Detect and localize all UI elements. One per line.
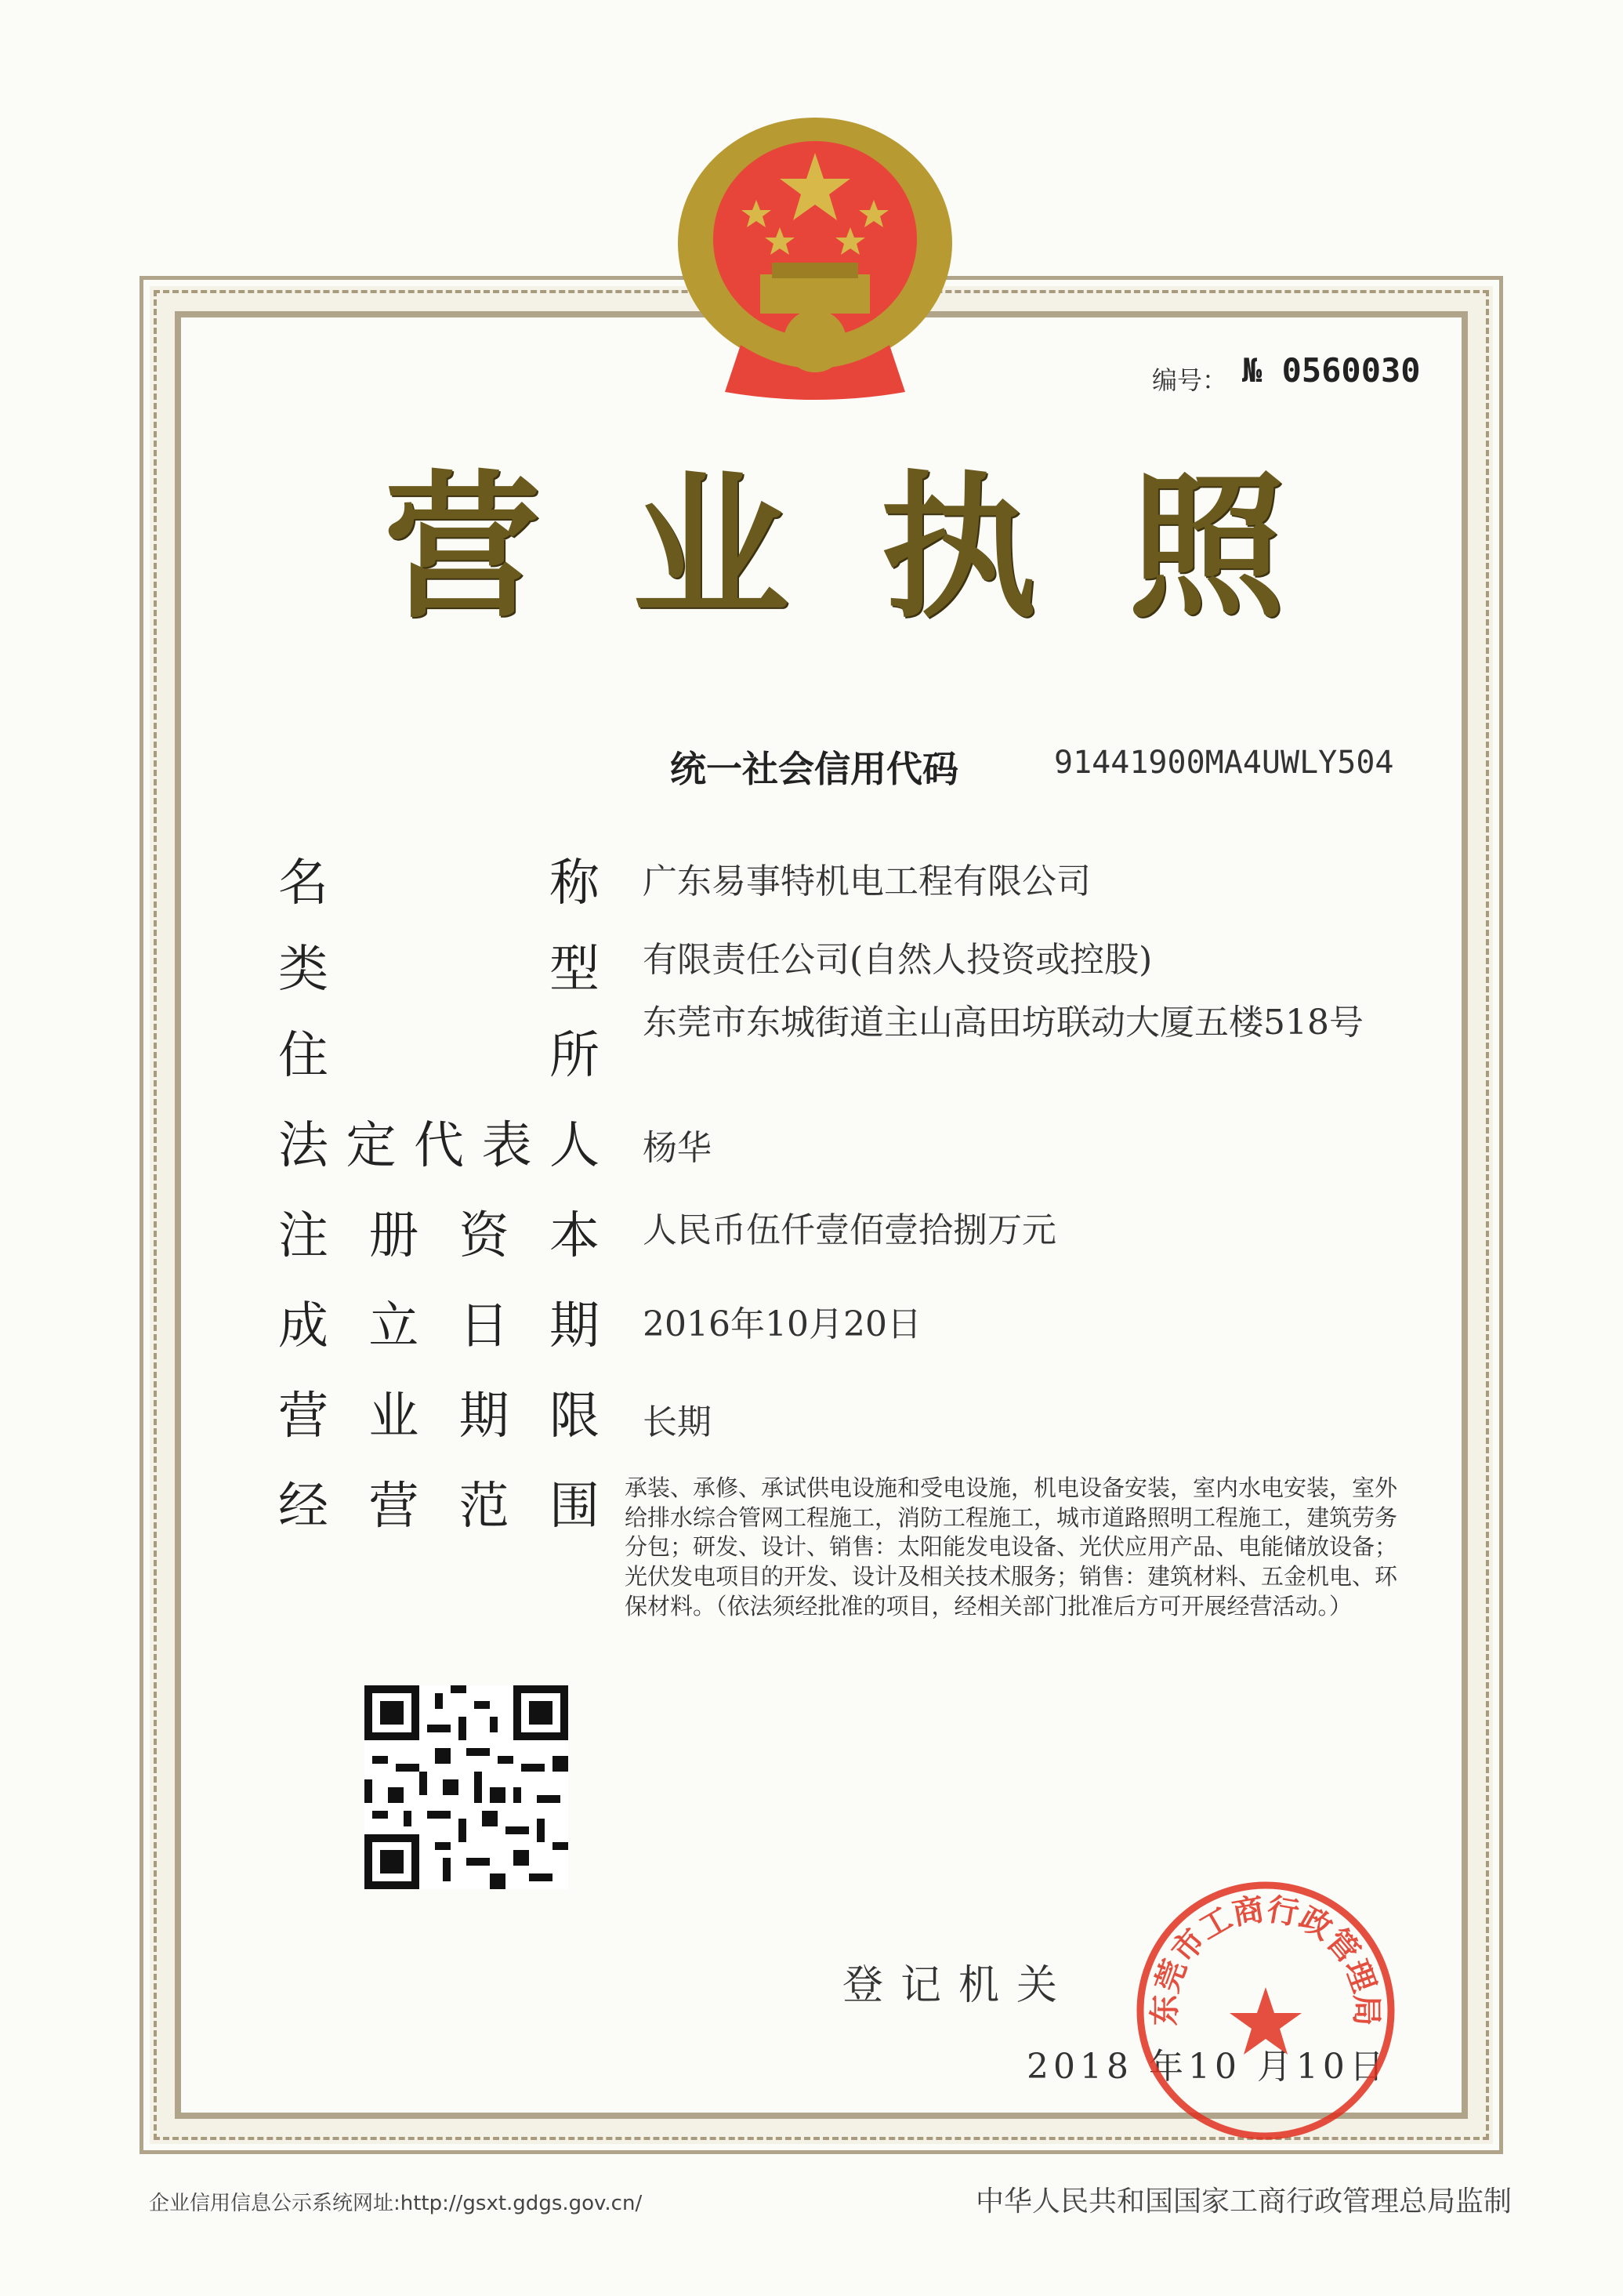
field-label-term xyxy=(278,1387,600,1445)
label-char: 称 xyxy=(549,854,600,912)
footer-supervisor: 中华人民共和国国家工商行政管理总局监制 xyxy=(976,2185,1513,2218)
field-value-scope: 承装、承修、承试供电设施和受电设施，机电设备安装，室内水电安装，室外给排水综合管网工程施工，消防工程施工，城市道路照明工程施工，建筑劳务分包；研发、设计、销售：太阳能发电设备、光伏应用产品、电能储放设备；光伏发电项目的开发、设计及相关技术服务；销售：建筑材料、五金机电、环保材料。（依法须经批准的项目，经相关部门批准后方可开展经营活动。） xyxy=(625,1474,1398,1620)
label-char: 资 xyxy=(458,1207,509,1265)
field-label-capital xyxy=(278,1207,600,1265)
label-char: 所 xyxy=(549,1027,600,1085)
title-char: 业 xyxy=(632,457,789,640)
qr-code xyxy=(364,1685,568,1889)
field-label-name xyxy=(278,854,600,912)
field-value-term: 长期 xyxy=(643,1402,712,1442)
field-label-legal-rep xyxy=(278,1117,600,1175)
label-char: 人 xyxy=(549,1117,600,1175)
label-char: 法 xyxy=(278,1117,328,1175)
label-char: 限 xyxy=(549,1387,600,1445)
credit-code-label: 统一社会信用代码 xyxy=(670,748,958,790)
field-value-established: 2016年10月20日 xyxy=(643,1304,922,1344)
label-char: 期 xyxy=(549,1297,600,1355)
label-char: 营 xyxy=(368,1478,419,1536)
title-char: 执 xyxy=(880,457,1038,640)
registration-authority: 登记机关 xyxy=(842,1962,1075,2009)
label-char: 类 xyxy=(278,941,328,999)
label-char: 型 xyxy=(549,941,600,999)
official-seal-stamp xyxy=(1128,1873,1403,2148)
label-char: 成 xyxy=(278,1297,328,1355)
field-value-name: 广东易事特机电工程有限公司 xyxy=(643,861,1091,901)
serial-label: 编号： xyxy=(1152,365,1228,395)
field-value-address: 东莞市东城街道主山高田坊联动大厦五楼518号 xyxy=(643,1003,1364,1043)
label-char: 表 xyxy=(481,1117,532,1175)
serial-number: № 0560030 xyxy=(1242,351,1421,390)
field-label-type xyxy=(278,941,600,999)
label-char: 本 xyxy=(549,1207,600,1265)
label-char: 册 xyxy=(368,1207,419,1265)
label-char: 范 xyxy=(458,1478,509,1536)
label-char: 立 xyxy=(368,1297,419,1355)
title-char: 照 xyxy=(1128,457,1285,640)
field-label-scope xyxy=(278,1478,600,1536)
issue-date: 2018 年10 月10日 xyxy=(1027,2047,1389,2087)
label-char: 注 xyxy=(278,1207,328,1265)
label-char: 期 xyxy=(458,1387,509,1445)
label-char: 定 xyxy=(346,1117,397,1175)
label-char: 经 xyxy=(278,1478,328,1536)
title-char: 营 xyxy=(384,457,542,640)
footer-website: 企业信用信息公示系统网址:http://gsxt.gdgs.gov.cn/ xyxy=(149,2192,643,2215)
field-label-established xyxy=(278,1297,600,1355)
field-value-capital: 人民币伍仟壹佰壹拾捌万元 xyxy=(643,1210,1056,1250)
national-emblem-icon xyxy=(670,110,960,408)
field-value-type: 有限责任公司(自然人投资或控股) xyxy=(643,940,1153,980)
label-char: 日 xyxy=(458,1297,509,1355)
label-char: 围 xyxy=(549,1478,600,1536)
document-title xyxy=(384,457,1285,640)
label-char: 业 xyxy=(368,1387,419,1445)
field-label-address xyxy=(278,1027,600,1085)
label-char: 营 xyxy=(278,1387,328,1445)
label-char: 名 xyxy=(278,854,328,912)
credit-code-value: 91441900MA4UWLY504 xyxy=(1054,745,1394,781)
label-char: 代 xyxy=(414,1117,464,1175)
field-value-legal-rep: 杨华 xyxy=(643,1128,712,1168)
svg-text:东莞市工商行政管理局: 东莞市工商行政管理局 xyxy=(1147,1891,1385,2026)
label-char: 住 xyxy=(278,1027,328,1085)
